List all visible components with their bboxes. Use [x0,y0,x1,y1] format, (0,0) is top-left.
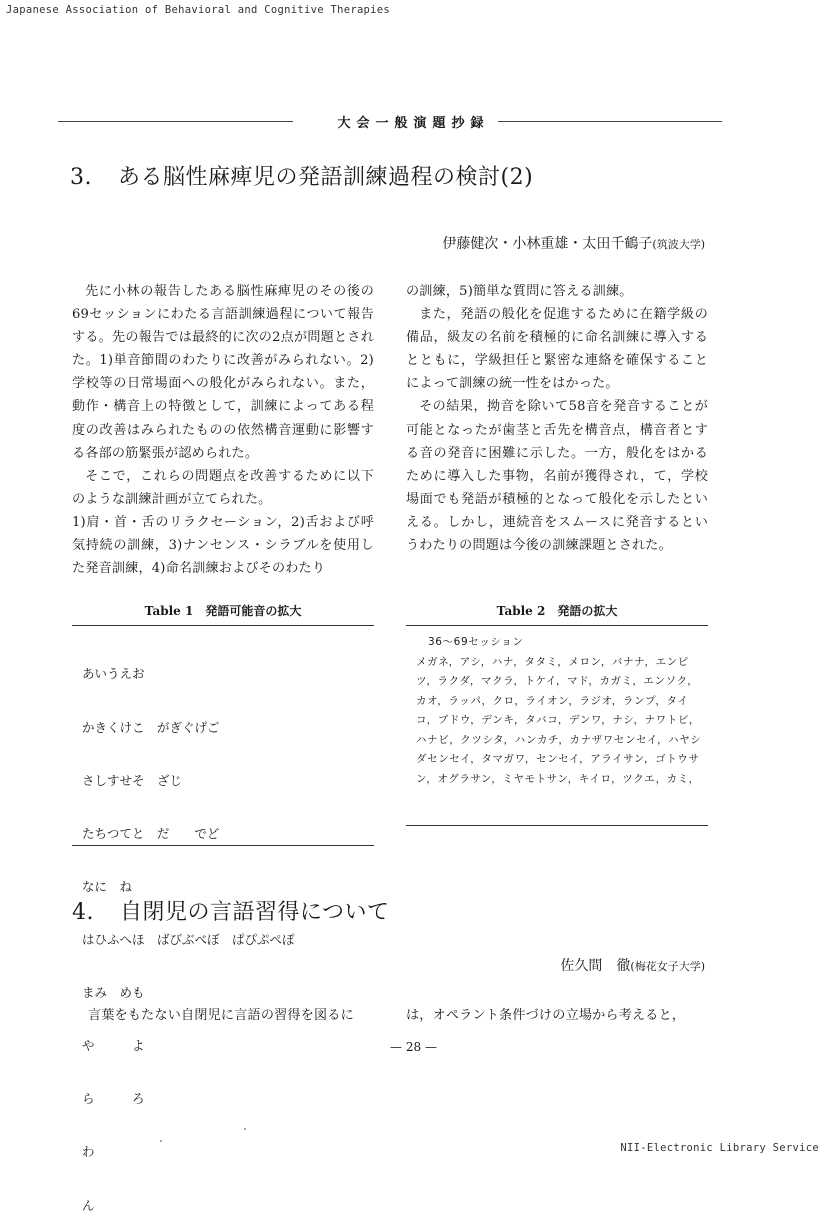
table-1-bottom-rule [72,845,374,846]
table-row: なに ね [82,878,133,894]
library-footer: NII-Electronic Library Service [620,1142,819,1154]
scan-speck [244,1128,246,1130]
table-2-words: メガネ，アシ，ハナ，タタミ，メロン，バナナ，エンピツ，ラクダ，マクラ，トケイ，マド，カガミ，エンソク，カオ，ラッパ，クロ，ライオン，ラジオ，ランプ，タイコ，ブドウ，デンキ，タバコ，デンワ，ナシ，ナワトビ，ハナビ，クツシタ，ハンカチ，カナザワセンセイ，ハヤシダセンセイ，タマガワ，センセイ，アライサン，ゴトウサン，オグラサン，ミヤモトサン，キイロ，ツクエ，カミ， [416,655,702,785]
article-4-right-text: は，オペラント条件づけの立場から考えると， [406,1008,686,1023]
table-row: わ [82,1144,95,1160]
table-1-caption: Table 1 発語可能音の拡大 [144,604,302,618]
table-2-sessions: 36〜69セッション [428,636,524,648]
paragraph: 先に小林の報告したある脳性麻痺児のその後の69セッションにわたる言語訓練過程について報告する。先の報告では最終的に次の2点が問題とされた。1)単音節間のわたりに改善がみられない。2)学校等の日常場面への般化がみられない。また，動作・構音上の特徴として，訓練によってある程度の改善はみられたものの依然構音運動に影響する各部の筋緊張が認められた。 [72,284,374,461]
table-row: や よ [82,1038,145,1054]
article-4-byline [560,955,705,975]
article-3-right-column [406,280,708,557]
article-3-number: 3. [70,165,92,190]
article-3-title-block [70,160,533,191]
table-2-caption: Table 2 発語の拡大 [496,604,618,618]
article-4-title: 自閉児の言語習得について [120,900,390,925]
article-3-left-column [72,280,374,580]
article-3-byline [442,233,705,253]
article-4-number: 4. [72,900,94,925]
table-row: ら ろ [82,1091,145,1107]
section-title: 大会一般演題抄録 [0,112,827,131]
article-4-left-text: 言葉をもたない自閉児に言語の習得を図るに [88,1008,354,1023]
table-row: たちつてと だ でど [82,825,220,841]
table-row: さしすせそ ざじ [82,772,183,788]
article-3-title: ある脳性麻痺児の発語訓練過程の検討(2) [118,165,534,190]
article-4-affiliation: (梅花女子大学) [630,960,705,973]
table-row: ん [82,1197,95,1213]
table-row: あいうえお [82,666,145,682]
table-2-bottom-rule [406,825,708,826]
paragraph: そこで，これらの問題点を改善するために以下のような訓練計画が立てられた。 [72,468,374,507]
society-header: Japanese Association of Behavioral and Cognitive Therapies [6,4,391,16]
table-row: はひふへほ ばびぶべぼ ぱぴぷぺぽ [82,931,295,947]
paragraph: その結果，拗音を除いて58音を発音することが可能となったが歯茎と舌先を構音点，構音者とする音の発音に困難に示した。一方，般化をはかるために導入した事物，名前が獲得され，て，学校場面でも発語が積極的となって般化を示したといえる。しかし，連続音をスムースに発音するというわたりの問題は今後の訓練課題とされた。 [406,399,708,554]
scan-speck [160,1140,162,1142]
page-number: — 28 — [390,1040,437,1054]
paragraph: の訓練，5)簡単な質問に答える訓練。 [406,284,633,299]
article-4-title-block [72,895,390,926]
paragraph: 1)肩・首・舌のリラクセーション，2)舌および呼気持続の訓練，3)ナンセンス・シラブルを使用した発音訓練，4)命名訓練およびそのわたり [72,514,374,577]
table-1-top-rule [72,625,374,626]
table-2-body [416,633,708,789]
table-1-body [82,630,295,1232]
table-row: まみ めも [82,985,145,1001]
article-3-authors: 伊藤健次・小林重雄・太田千鶴子 [442,236,653,252]
table-row: かきくけこ がぎぐげご [82,719,220,735]
article-4-authors: 佐久間 徹 [560,958,631,974]
paragraph: また，発語の般化を促進するために在籍学級の備品，級友の名前を積極的に命名訓練に導入するとともに，学級担任と緊密な連絡を確保することによって訓練の統一性をはかった。 [406,307,708,392]
table-2-top-rule [406,625,708,626]
article-3-affiliation: (筑波大学) [652,238,705,251]
